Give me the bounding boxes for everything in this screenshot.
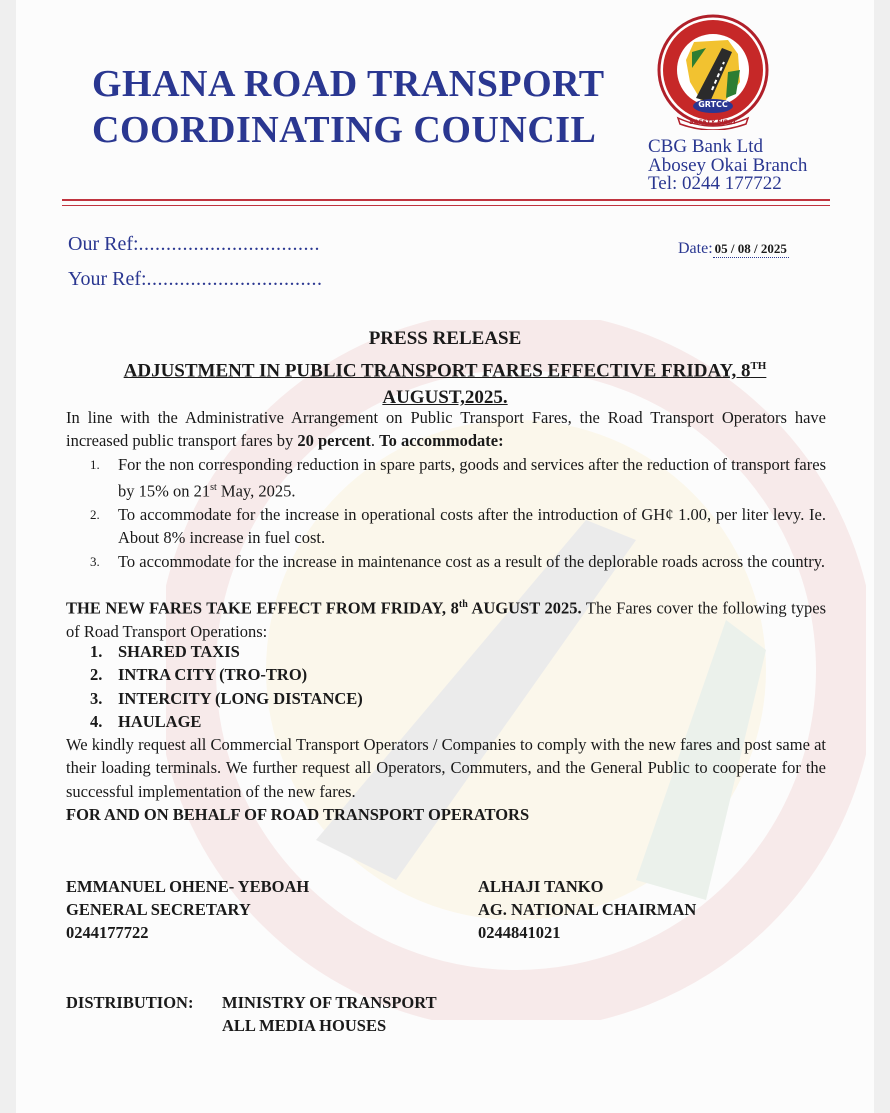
title-sup: TH (750, 360, 767, 372)
grtcc-logo (656, 12, 770, 130)
date (678, 240, 789, 258)
your-ref-dots: ................................ (146, 268, 323, 290)
signatory-title: AG. NATIONAL CHAIRMAN (478, 900, 697, 919)
org-title-line-1: GHANA ROAD TRANSPORT (92, 63, 605, 105)
list-item (90, 453, 826, 503)
title-part-a: ADJUSTMENT IN PUBLIC TRANSPORT FARES EFFECTIVE FRIDAY, 8 (123, 360, 751, 382)
effect-sup: th (458, 599, 468, 610)
signatory-name: EMMANUEL OHENE- YEBOAH (66, 877, 310, 896)
list-item (90, 710, 826, 733)
logo-banner-text: SAFETY FIRST (689, 119, 737, 126)
our-ref-dots: ................................. (138, 233, 321, 255)
list-item (90, 663, 826, 686)
list-number: 2. (90, 507, 100, 523)
distribution-recipient: ALL MEDIA HOUSES (222, 1016, 387, 1035)
behalf-line: FOR AND ON BEHALF OF ROAD TRANSPORT OPERATORS (66, 805, 530, 824)
reason-text: To accommodate for the increase in operational costs after the introduction of GH¢ 1.00, per liter levy. Ie. About 8% increase in fuel cost. (118, 505, 826, 548)
header-divider-bottom (62, 205, 830, 206)
logo-center-text: GRTCC (698, 100, 728, 109)
list-number: 4. (90, 711, 103, 731)
reasons-list (90, 453, 826, 573)
reason-sup: st (210, 482, 217, 494)
your-ref (68, 268, 323, 291)
your-ref-label: Your Ref: (68, 268, 147, 290)
list-item (90, 503, 826, 550)
distribution-recipient: MINISTRY OF TRANSPORT (222, 993, 437, 1012)
distribution-label: DISTRIBUTION: (66, 993, 194, 1012)
title-part-b: AUGUST,2025. (382, 387, 508, 409)
operation-label: INTRA CITY (TRO-TRO) (118, 665, 308, 685)
header-divider-top (62, 199, 830, 201)
reason-text: For the non corresponding reduction in spare parts, goods and services after the reduction of transport fares by 15% on 21 (118, 455, 826, 501)
reason-text: To accommodate for the increase in maintenance cost as a result of the deplorable roads across the country. (118, 551, 825, 571)
distribution-recipients (222, 991, 437, 1037)
list-item (90, 550, 826, 573)
signatory-phone: 0244841021 (478, 923, 561, 942)
list-item (90, 687, 826, 710)
signatory-1 (66, 875, 309, 944)
press-release-heading: PRESS RELEASE (368, 328, 522, 349)
signatory-name: ALHAJI TANKO (478, 877, 604, 896)
effect-paragraph (66, 593, 826, 643)
list-number: 3. (90, 553, 100, 569)
effect-bold-text: THE NEW FARES TAKE EFFECT FROM FRIDAY, 8 (66, 598, 459, 618)
effect-bold-date: AUGUST 2025. (467, 598, 582, 618)
org-title-line-2: COORDINATING COUNCIL (92, 109, 597, 151)
list-number: 3. (90, 688, 103, 708)
request-paragraph: We kindly request all Commercial Transport Operators / Companies to comply with the new fares and post same at their loading terminals. We further request all Operators, Commuters, and the General Public to cooperate for the successful implementation of the new fares. (66, 735, 826, 801)
grtcc-logo-emblem-icon (656, 12, 770, 130)
signatory-title: GENERAL SECRETARY (66, 900, 251, 919)
intro-accommodate: To accommodate: (379, 431, 504, 451)
bank-telephone: Tel: 0244 177722 (648, 173, 782, 194)
list-item (90, 640, 826, 663)
date-label: Date: (678, 240, 713, 257)
press-release-title (16, 353, 874, 411)
list-number: 2. (90, 665, 103, 685)
our-ref-label: Our Ref: (68, 233, 139, 255)
operations-list (90, 640, 826, 733)
list-number: 1. (90, 642, 103, 661)
intro-paragraph (66, 406, 826, 453)
operation-label: INTERCITY (LONG DISTANCE) (118, 688, 363, 708)
our-ref (68, 233, 320, 256)
date-value: 05 / 08 / 2025 (714, 241, 787, 256)
intro-text: In line with the Administrative Arrangement on Public Transport Fares, the Road Transport Operators have increased public transport fares by (66, 408, 826, 451)
reason-text-tail: May, 2025. (216, 481, 296, 501)
bank-name: CBG Bank Ltd (648, 136, 764, 157)
intro-percent: 20 percent (297, 431, 371, 451)
operation-label: HAULAGE (118, 711, 202, 731)
operation-label: SHARED TAXIS (118, 642, 240, 661)
intro-separator: . (370, 431, 380, 451)
list-number: 1. (90, 457, 100, 472)
letter-page (16, 0, 874, 1113)
bank-branch: Abosey Okai Branch (648, 155, 808, 176)
effect-tail: The Fares cover the following types of Road Transport Operations: (66, 598, 827, 641)
signatory-2 (478, 875, 696, 944)
signatory-phone: 0244177722 (66, 923, 149, 942)
